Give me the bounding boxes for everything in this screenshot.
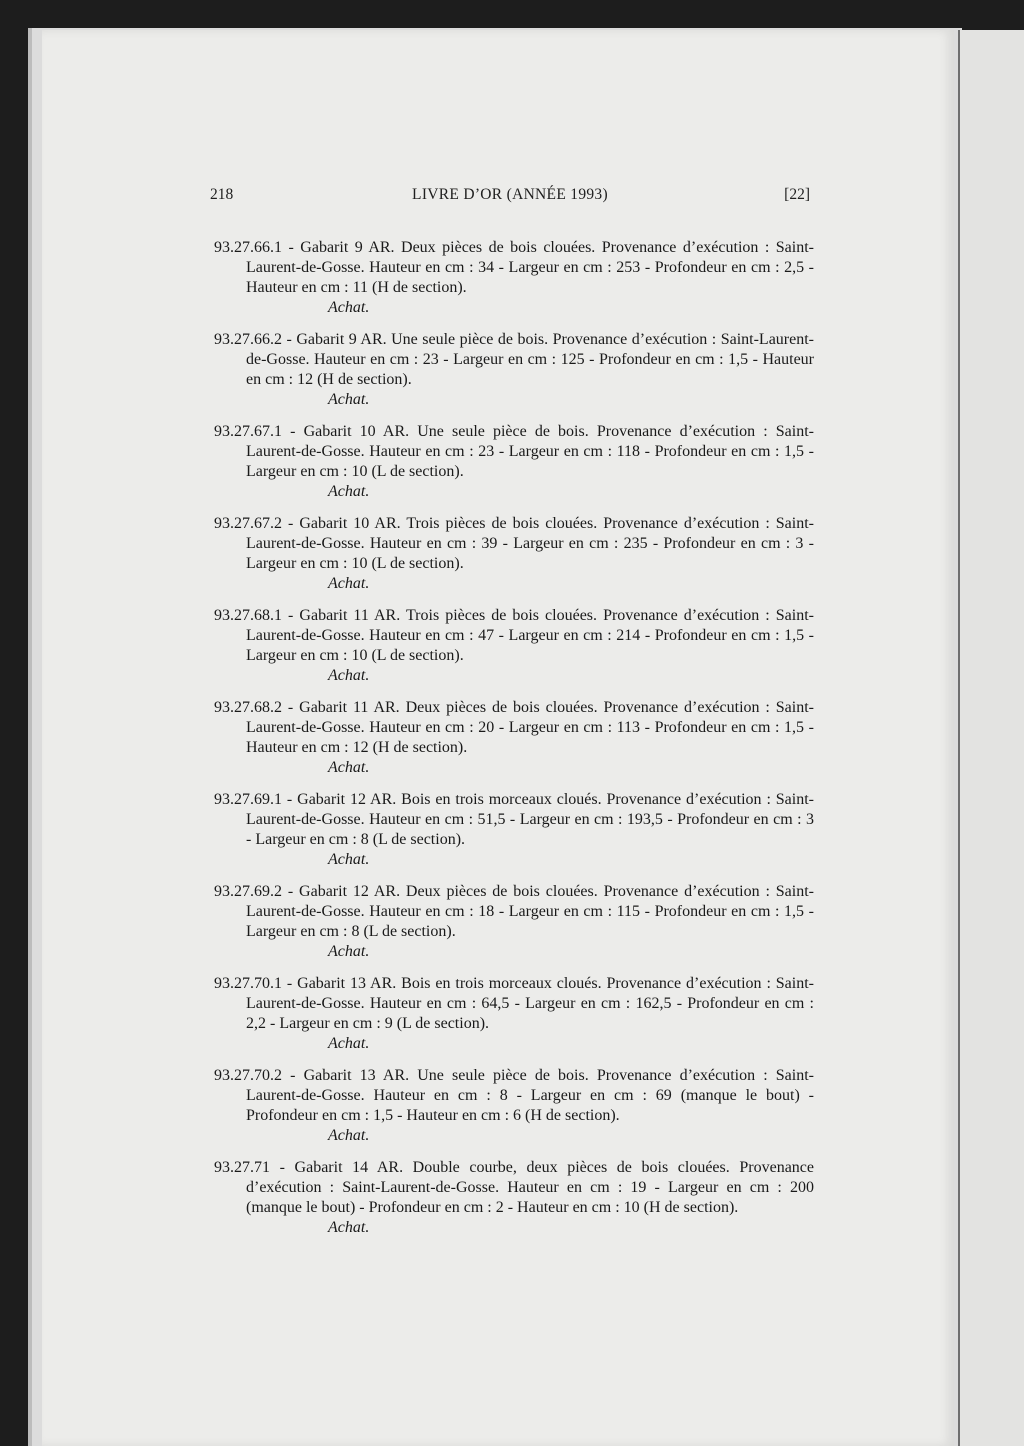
entry-text: - Gabarit 10 AR. Trois pièces de bois clouées. Provenance d’exécution : Saint-Laurent-de-Gosse. Hauteur en cm : 39 - Largeur en cm : 235 - Profondeur en cm : 3 - Largeur en cm : 10 (L de section). [246, 515, 815, 572]
entry-text: - Gabarit 13 AR. Bois en trois morceaux cloués. Provenance d’exécution : Saint-Laurent-de-Gosse. Hauteur en cm : 64,5 - Largeur en cm : 162,5 - Profondeur en cm : 2,2 - Largeur en cm : 9 (L de section). [246, 975, 815, 1032]
entry-text: - Gabarit 11 AR. Trois pièces de bois clouées. Provenance d’exécution : Saint-Laurent-de-Gosse. Hauteur en cm : 47 - Largeur en cm : 214 - Profondeur en cm : 1,5 - Largeur en cm : 10 (L de section). [246, 607, 815, 664]
entry-acquisition: Achat. [328, 483, 370, 500]
entry-acquisition: Achat. [328, 1219, 370, 1236]
catalogue-entries [214, 238, 814, 1250]
entry-acquisition: Achat. [328, 1035, 370, 1052]
catalogue-entry [214, 790, 814, 870]
entry-acquisition: Achat. [328, 575, 370, 592]
entry-text: - Gabarit 14 AR. Double courbe, deux pièces de bois clouées. Provenance d’exécution : Saint-Laurent-de-Gosse. Hauteur en cm : 19 - Largeur en cm : 200 (manque le bout) - Profondeur en cm : 2 - Hauteur en cm : 10 (H de section). [246, 1159, 814, 1216]
entry-id: 93.27.68.2 [214, 699, 282, 716]
page-number: 218 [210, 186, 234, 203]
entry-acquisition: Achat. [328, 391, 370, 408]
catalogue-entry [214, 1066, 814, 1146]
entry-acquisition: Achat. [328, 943, 370, 960]
entry-acquisition: Achat. [328, 851, 370, 868]
catalogue-entry [214, 606, 814, 686]
entry-text: - Gabarit 9 AR. Deux pièces de bois clouées. Provenance d’exécution : Saint-Laurent-de-Gosse. Hauteur en cm : 34 - Largeur en cm : 253 - Profondeur en cm : 2,5 - Hauteur en cm : 11 (H de section). [246, 239, 815, 296]
entry-id: 93.27.66.1 [214, 239, 282, 256]
entry-text: - Gabarit 11 AR. Deux pièces de bois clouées. Provenance d’exécution : Saint-Laurent-de-Gosse. Hauteur en cm : 20 - Largeur en cm : 113 - Profondeur en cm : 1,5 - Hauteur en cm : 12 (H de section). [246, 699, 814, 756]
entry-text: - Gabarit 10 AR. Une seule pièce de bois. Provenance d’exécution : Saint-Laurent-de-Gosse. Hauteur en cm : 23 - Largeur en cm : 118 - Profondeur en cm : 1,5 - Largeur en cm : 10 (L de section). [246, 423, 815, 480]
entry-text: - Gabarit 12 AR. Deux pièces de bois clouées. Provenance d’exécution : Saint-Laurent-de-Gosse. Hauteur en cm : 18 - Largeur en cm : 115 - Profondeur en cm : 1,5 - Largeur en cm : 8 (L de section). [246, 883, 814, 940]
entry-acquisition: Achat. [328, 759, 370, 776]
catalogue-entry [214, 514, 814, 594]
catalogue-entry [214, 1158, 814, 1238]
catalogue-entry [214, 974, 814, 1054]
entry-id: 93.27.70.2 [214, 1067, 282, 1084]
entry-id: 93.27.67.2 [214, 515, 282, 532]
facing-page-edge [958, 30, 1024, 1446]
entry-id: 93.27.67.1 [214, 423, 282, 440]
catalogue-entry [214, 422, 814, 502]
entry-id: 93.27.66.2 [214, 331, 282, 348]
catalogue-entry [214, 882, 814, 962]
entry-id: 93.27.70.1 [214, 975, 282, 992]
entry-text: - Gabarit 12 AR. Bois en trois morceaux cloués. Provenance d’exécution : Saint-Laurent-de-Gosse. Hauteur en cm : 51,5 - Largeur en cm : 193,5 - Profondeur en cm : 3 - Largeur en cm : 8 (L de section). [246, 791, 815, 848]
catalogue-entry [214, 330, 814, 410]
running-title: LIVRE D’OR (ANNÉE 1993) [412, 186, 608, 203]
entry-id: 93.27.69.1 [214, 791, 282, 808]
entry-acquisition: Achat. [328, 667, 370, 684]
catalogue-entry [214, 698, 814, 778]
entry-id: 93.27.71 [214, 1159, 270, 1176]
entry-acquisition: Achat. [328, 299, 370, 316]
entry-id: 93.27.69.2 [214, 883, 282, 900]
catalogue-entry [214, 238, 814, 318]
entry-id: 93.27.68.1 [214, 607, 282, 624]
page-reference: [22] [784, 186, 810, 203]
entry-text: - Gabarit 13 AR. Une seule pièce de bois. Provenance d’exécution : Saint-Laurent-de-Gosse. Hauteur en cm : 8 - Largeur en cm : 69 (manque le bout) - Profondeur en cm : 1,5 - Hauteur en cm : 6 (H de section). [246, 1067, 815, 1124]
page-header [210, 186, 810, 210]
entry-acquisition: Achat. [328, 1127, 370, 1144]
entry-text: - Gabarit 9 AR. Une seule pièce de bois. Provenance d’exécution : Saint-Laurent-de-Gosse. Hauteur en cm : 23 - Largeur en cm : 125 - Profondeur en cm : 1,5 - Hauteur en cm : 12 (H de section). [246, 331, 815, 388]
